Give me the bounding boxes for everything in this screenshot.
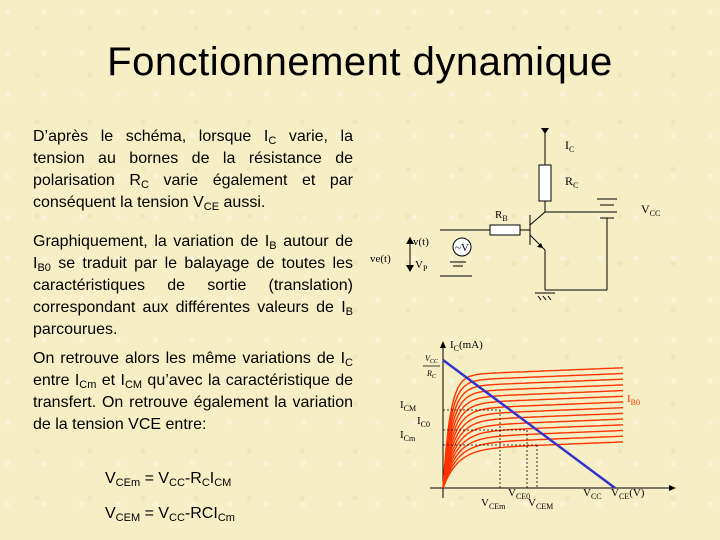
rc-label: $R_C$ bbox=[565, 174, 579, 190]
characteristic-curve bbox=[443, 413, 623, 488]
ic-axis-label: $I_C(mA)$ bbox=[450, 339, 483, 353]
equation-vcem: $V_{CEm} = V_{CC}-R_CI_{CM}$ bbox=[105, 470, 232, 489]
vce0-label: $V_{CE0}$ bbox=[508, 487, 531, 501]
characteristic-curve bbox=[443, 431, 623, 489]
vt-label: v(t) bbox=[413, 236, 429, 248]
rb-label: $R_B$ bbox=[495, 209, 508, 223]
vp-label: $V_P$ bbox=[415, 259, 428, 273]
slide-title: Fonctionnement dynamique bbox=[107, 40, 613, 84]
ib0-label: $I_{B0}$ bbox=[627, 393, 641, 407]
load-line bbox=[443, 360, 615, 488]
vcemax-label: $V_{CEM}$ bbox=[528, 497, 554, 511]
vcc-axis-label: $V_{CC}$ bbox=[583, 487, 602, 501]
vcc-label: $V_{CC}$ bbox=[641, 202, 661, 218]
paragraph-variations: On retrouve alors les même variations de $I_C$ entre $I_{Cm}$ et $I_{CM}$ qu’avec la caractéristique de transfert. On retrouve également la variation de la tension VCE entre: bbox=[33, 350, 354, 433]
circuit-diagram bbox=[360, 110, 690, 310]
characteristic-curve bbox=[443, 374, 623, 489]
slope-denominator: $R_C$ bbox=[427, 369, 436, 380]
equation-vcemax: $V_{CEM} = V_{CC}-RCI_{Cm}$ bbox=[105, 505, 235, 524]
source-symbol: ~V bbox=[455, 242, 469, 254]
slope-numerator: $V_{CC}$ bbox=[425, 354, 438, 365]
vet-label: ve(t) bbox=[370, 253, 391, 265]
ic-label: $I_C$ bbox=[565, 138, 575, 154]
paragraph-graphique: Graphiquement, la variation de $I_B$ autour de $I_{B0}$ se traduit par le balayage de toutes les caractéristiques de sortie (translation) correspondant aux différentes valeurs de $I_B$ parcourues. bbox=[33, 233, 353, 338]
vcem-label: $V_{CEm}$ bbox=[481, 497, 506, 511]
output-characteristics-graph bbox=[390, 330, 690, 530]
icm-label: $I_{CM}$ bbox=[400, 399, 417, 413]
vce-axis-label: $V_{CE}(V)$ bbox=[611, 487, 645, 501]
ic0-label: $I_{C0}$ bbox=[417, 415, 431, 429]
icm-min-label: $I_{Cm}$ bbox=[400, 429, 416, 443]
paragraph-schema: D’après le schéma, lorsque $I_C$ varie, la tension au bornes de la résistance de polarisation $R_C$ varie également et par conséquent la tension $V_{CE}$ aussi. bbox=[33, 128, 354, 213]
